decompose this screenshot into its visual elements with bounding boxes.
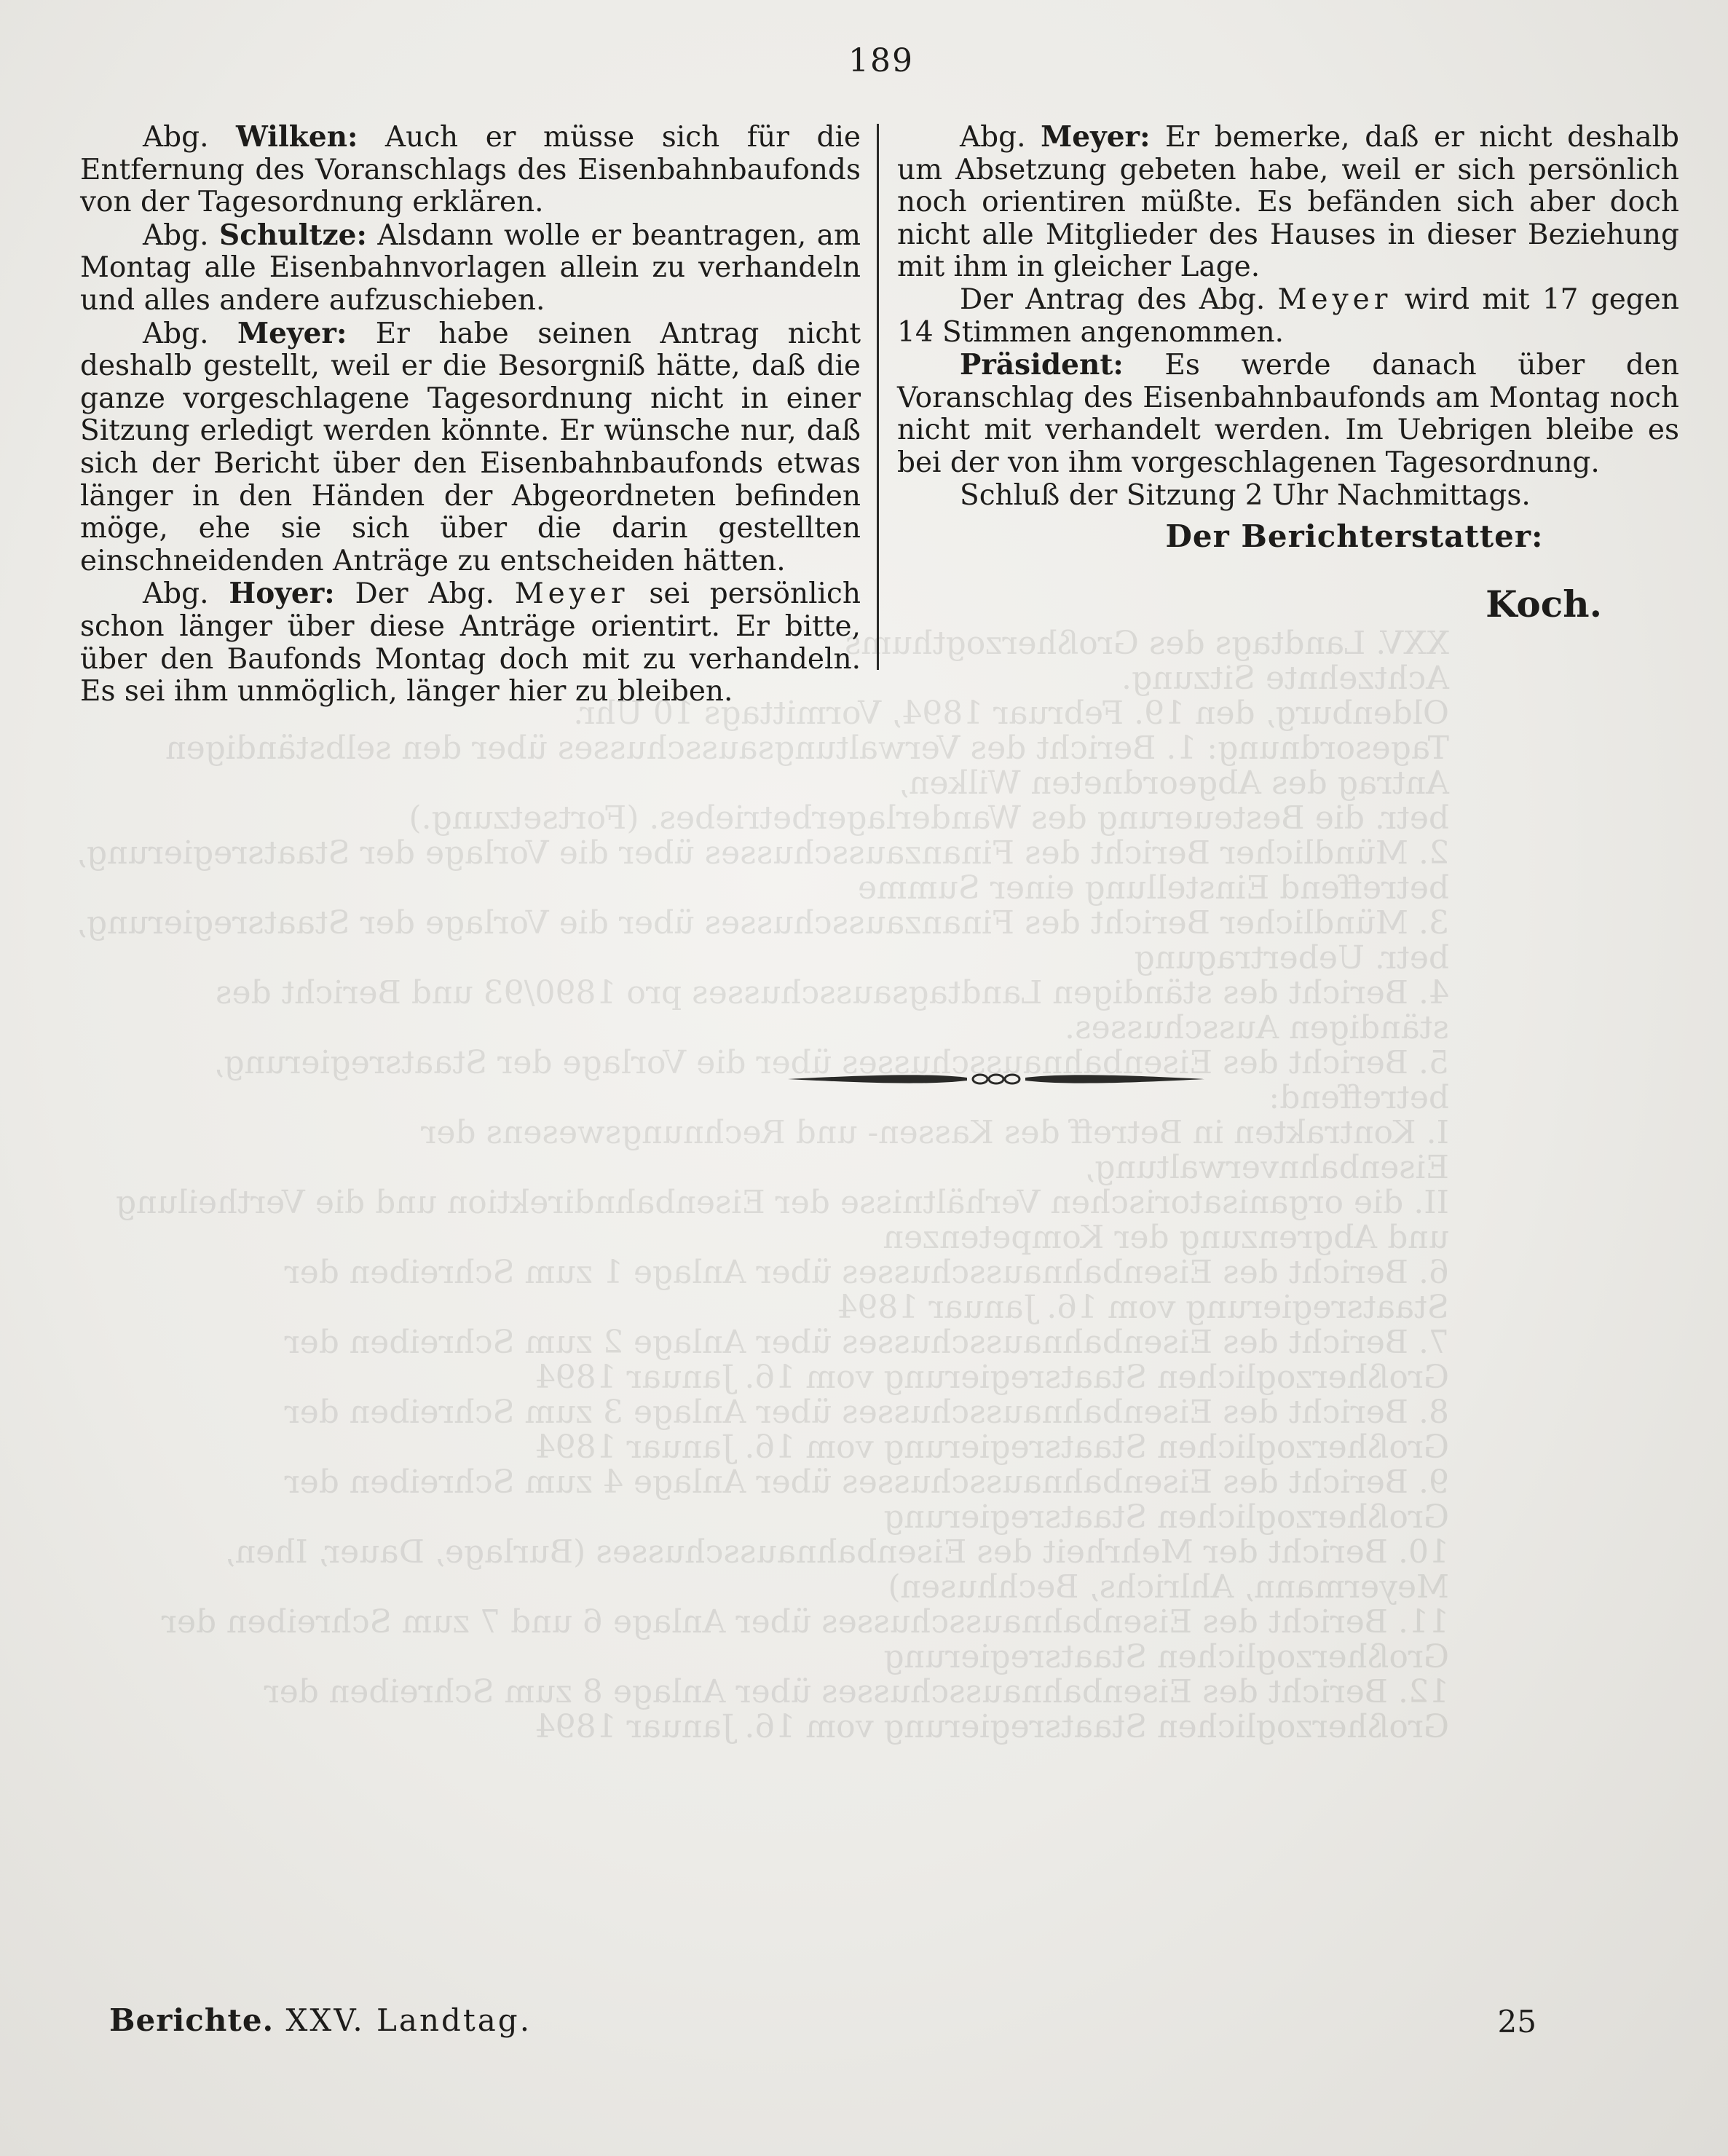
- paragraph-schultze: Abg. Schultze: Alsdann wolle er beantragen, am Montag alle Eisenbahnvorlagen allein zu verhandeln und alles andere aufzuschieben.: [80, 218, 861, 317]
- speaker-name: Schultze:: [219, 218, 367, 252]
- bleed-through-line: 8. Bericht des Eisenbahnausschusses über Anlage 3 zum Schreiben der Großherzoglichen Staatsregierung vom 16. Januar 1894: [284, 1394, 1449, 1466]
- paragraph-president: Präsident: Es werde danach über den Voranschlag des Eisenbahnbaufonds am Montag noch nicht mit verhandelt werden. Im Uebrigen bleibe es bei der von ihm vorgeschlagenen Tagesordnung.: [897, 348, 1679, 479]
- ornament-rule-icon: [785, 1065, 1207, 1094]
- bleed-through-line: 7. Bericht des Eisenbahnausschusses über Anlage 2 zum Schreiben der Großherzoglichen Staatsregierung vom 16. Januar 1894: [284, 1324, 1449, 1396]
- bleed-through-line: Tagesordnung: 1. Bericht des Verwaltungsausschusses über den selbständigen Antrag des Abgeordneten Wilken,: [165, 730, 1449, 802]
- signature-label: Der Berichterstatter:: [1165, 518, 1544, 554]
- bleed-through-line: 11. Bericht des Eisenbahnausschusses über Anlage 6 und 7 zum Schreiben der Großherzoglichen Staatsregierung: [161, 1603, 1449, 1675]
- bleed-through-line: 9. Bericht des Eisenbahnausschusses über Anlage 4 zum Schreiben der Großherzoglichen Staatsregierung: [284, 1464, 1449, 1536]
- bleed-through-text: [66, 626, 1449, 2010]
- bleed-through-line: 5. Bericht des Eisenbahnausschusses über die Vorlage der Staatsregierung, betreffend:: [213, 1044, 1449, 1116]
- spaced-name: Meyer: [514, 577, 629, 611]
- paragraph-closing: Schluß der Sitzung 2 Uhr Nachmittags.: [960, 478, 1531, 512]
- bleed-through-line: 12. Bericht des Eisenbahnausschusses über Anlage 8 zum Schreiben der Großherzoglichen Staatsregierung vom 16. Januar 1894: [264, 1673, 1449, 1745]
- bleed-through-line: XXV. Landtags des Großherzogthums: [844, 625, 1449, 662]
- bleed-through-line: betr. die Besteuerung des Wanderlagerbetriebes. (Fortsetzung.): [409, 799, 1449, 837]
- bleed-through-line: II. die organisatorischen Verhältnisse der Eisenbahndirektion und die Vertheilung und Abgrenzung der Kompetenzen: [115, 1184, 1449, 1256]
- footer-bold: Berichte.: [109, 2002, 275, 2038]
- bleed-through-line: Oldenburg, den 19. Februar 1894, Vormittags 10 Uhr.: [573, 695, 1449, 732]
- page-number: 189: [848, 42, 914, 79]
- left-column: [80, 121, 861, 708]
- bleed-through-line: 4. Bericht des ständigen Landtagsausschusses pro 1890/93 und Bericht des ständigen Ausschusses.: [215, 974, 1449, 1046]
- right-column: [897, 121, 1679, 512]
- column-divider: [877, 124, 879, 670]
- signature-name: Koch.: [1486, 583, 1602, 625]
- speaker-name: Hoyer:: [229, 577, 335, 611]
- footer-title: [109, 2002, 532, 2038]
- spaced-name: Meyer: [1277, 283, 1392, 316]
- paragraph-hoyer: Abg. Hoyer: Der Abg. Meyer sei persönlich schon länger über diese Anträge orientirt. Er bitte, über den Baufonds Montag doch mit zu verhandeln. Es sei ihm unmöglich, länger hier zu bleiben.: [80, 577, 861, 708]
- speaker-name: Meyer:: [1041, 120, 1151, 154]
- speaker-name: Wilken:: [236, 120, 358, 154]
- paragraph-vote: Der Antrag des Abg. Meyer wird mit 17 gegen 14 Stimmen angenommen.: [897, 283, 1679, 349]
- speaker-name: Präsident:: [960, 348, 1124, 382]
- bleed-through-line: 10. Bericht der Mehrheit des Eisenbahnausschusses (Burlage, Dauer, Ihen, Meyermann, Ahlrichs, Bechhusen): [224, 1533, 1449, 1606]
- bleed-through-line: Achtzehnte Sitzung.: [1121, 660, 1449, 697]
- paragraph-meyer-reply: Abg. Meyer: Er bemerke, daß er nicht deshalb um Absetzung gebeten habe, weil er sich persönlich noch orientiren müßte. Es befänden sich aber doch nicht alle Mitglieder des Hauses in dieser Beziehung mit ihm in gleicher Lage.: [897, 120, 1680, 284]
- bleed-through-line: 6. Bericht des Eisenbahnausschusses über Anlage 1 zum Schreiben der Staatsregierung vom 16. Januar 1894: [284, 1254, 1449, 1326]
- footer-text: XXV. Landtag.: [285, 2002, 532, 2038]
- bleed-through-line: 2. Mündlicher Bericht des Finanzausschusses über die Vorlage der Staatsregierung, betreffend Einstellung einer Summe: [76, 834, 1449, 907]
- footer-sheet-number: 25: [1497, 2004, 1536, 2039]
- bleed-through-line: 3. Mündlicher Bericht des Finanzausschusses über die Vorlage der Staatsregierung, betr. Uebertragung: [76, 904, 1449, 976]
- paragraph-wilken: Abg. Wilken: Auch er müsse sich für die Entfernung des Voranschlags des Eisenbahnbaufonds von der Tagesordnung erklären.: [80, 120, 861, 219]
- speaker-name: Meyer:: [237, 316, 347, 350]
- bleed-through-line: I. Kontrakten in Betreff des Kassen- und Rechnungswesens der Eisenbahnverwaltung,: [421, 1114, 1449, 1186]
- paragraph-meyer: Abg. Meyer: Er habe seinen Antrag nicht deshalb gestellt, weil er die Besorgniß hätte, daß die ganze vorgeschlagene Tagesordnung nicht in einer Sitzung erledigt werden könnte. Er wünsche nur, daß sich der Bericht über den Eisenbahnbaufonds etwas länger in den Händen der Abgeordneten befinden möge, ehe sie sich über die darin gestellten einschneidenden Anträge zu entscheiden hätten.: [80, 316, 861, 577]
